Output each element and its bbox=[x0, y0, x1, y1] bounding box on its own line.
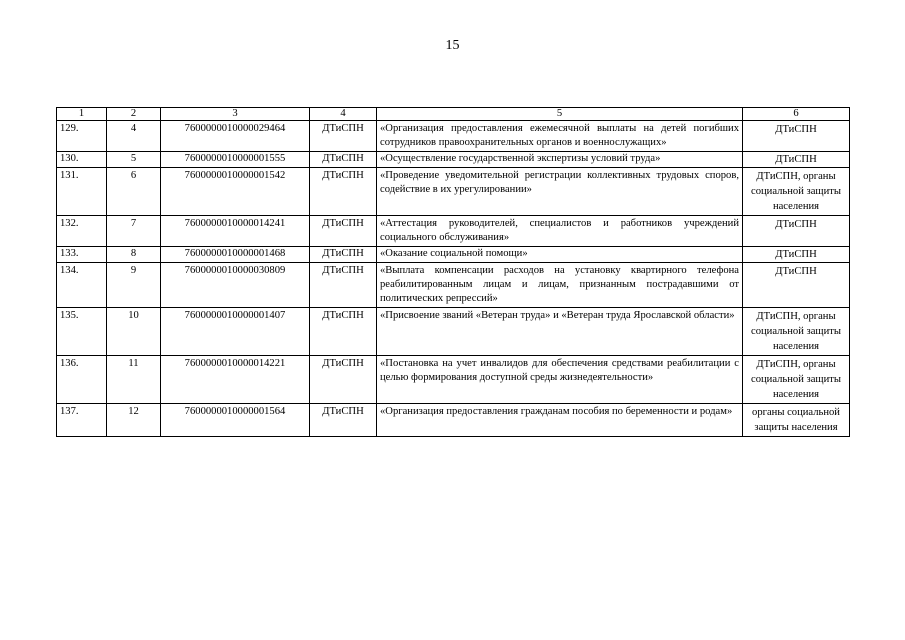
service-code: 7600000010000030809 bbox=[161, 263, 310, 308]
service-description: «Выплата компенсации расходов на установку квартирного телефона реабилитированным лицам и лицам, признанным пострадавшими от политических репрессий» bbox=[377, 263, 743, 308]
service-description: «Осуществление государственной экспертизы условий труда» bbox=[377, 152, 743, 168]
col-header-3: 3 bbox=[161, 108, 310, 121]
row-subnumber: 7 bbox=[107, 216, 161, 247]
table-row bbox=[57, 152, 850, 168]
col-header-5: 5 bbox=[377, 108, 743, 121]
services-table bbox=[56, 107, 850, 437]
service-description: «Присвоение званий «Ветеран труда» и «Ветеран труда Ярославской области» bbox=[377, 308, 743, 356]
row-subnumber: 6 bbox=[107, 168, 161, 216]
responsible: ДТиСПН bbox=[743, 121, 850, 152]
service-description: «Проведение уведомительной регистрации коллективных трудовых споров, содействие в их урегулировании» bbox=[377, 168, 743, 216]
service-description: «Оказание социальной помощи» bbox=[377, 247, 743, 263]
row-subnumber: 11 bbox=[107, 356, 161, 404]
row-number: 137. bbox=[57, 404, 107, 437]
organization: ДТиСПН bbox=[310, 404, 377, 437]
col-header-1: 1 bbox=[57, 108, 107, 121]
service-code: 7600000010000001555 bbox=[161, 152, 310, 168]
row-subnumber: 5 bbox=[107, 152, 161, 168]
row-subnumber: 4 bbox=[107, 121, 161, 152]
responsible: ДТиСПН, органы социальной защиты населения bbox=[743, 168, 850, 216]
service-code: 7600000010000014221 bbox=[161, 356, 310, 404]
row-subnumber: 9 bbox=[107, 263, 161, 308]
organization: ДТиСПН bbox=[310, 308, 377, 356]
organization: ДТиСПН bbox=[310, 263, 377, 308]
row-number: 133. bbox=[57, 247, 107, 263]
service-code: 7600000010000001564 bbox=[161, 404, 310, 437]
service-code: 7600000010000001407 bbox=[161, 308, 310, 356]
service-code: 7600000010000014241 bbox=[161, 216, 310, 247]
organization: ДТиСПН bbox=[310, 216, 377, 247]
responsible: ДТиСПН bbox=[743, 263, 850, 308]
row-subnumber: 12 bbox=[107, 404, 161, 437]
table-row bbox=[57, 247, 850, 263]
service-code: 7600000010000001468 bbox=[161, 247, 310, 263]
service-description: «Аттестация руководителей, специалистов и работников учреждений социального обслуживания» bbox=[377, 216, 743, 247]
table-row bbox=[57, 308, 850, 356]
page-number: 15 bbox=[445, 38, 460, 53]
responsible: ДТиСПН, органы социальной защиты населения bbox=[743, 308, 850, 356]
service-description: «Постановка на учет инвалидов для обеспечения средствами реабилитации с целью формирования доступной среды жизнедеятельности» bbox=[377, 356, 743, 404]
row-number: 130. bbox=[57, 152, 107, 168]
service-description: «Организация предоставления гражданам пособия по беременности и родам» bbox=[377, 404, 743, 437]
organization: ДТиСПН bbox=[310, 356, 377, 404]
service-code: 7600000010000029464 bbox=[161, 121, 310, 152]
responsible: ДТиСПН bbox=[743, 247, 850, 263]
organization: ДТиСПН bbox=[310, 247, 377, 263]
row-number: 134. bbox=[57, 263, 107, 308]
table-row bbox=[57, 216, 850, 247]
col-header-2: 2 bbox=[107, 108, 161, 121]
table-row bbox=[57, 404, 850, 437]
service-code: 7600000010000001542 bbox=[161, 168, 310, 216]
table-row bbox=[57, 121, 850, 152]
row-subnumber: 8 bbox=[107, 247, 161, 263]
responsible: ДТиСПН bbox=[743, 152, 850, 168]
table-row bbox=[57, 263, 850, 308]
col-header-6: 6 bbox=[743, 108, 850, 121]
header-row bbox=[57, 108, 850, 121]
organization: ДТиСПН bbox=[310, 152, 377, 168]
table-row bbox=[57, 168, 850, 216]
col-header-4: 4 bbox=[310, 108, 377, 121]
responsible: ДТиСПН bbox=[743, 216, 850, 247]
row-number: 129. bbox=[57, 121, 107, 152]
row-number: 136. bbox=[57, 356, 107, 404]
row-number: 132. bbox=[57, 216, 107, 247]
table-row bbox=[57, 356, 850, 404]
row-number: 131. bbox=[57, 168, 107, 216]
organization: ДТиСПН bbox=[310, 121, 377, 152]
row-subnumber: 10 bbox=[107, 308, 161, 356]
service-description: «Организация предоставления ежемесячной выплаты на детей погибших сотрудников правоохранительных органов и военнослужащих» bbox=[377, 121, 743, 152]
responsible: ДТиСПН, органы социальной защиты населения bbox=[743, 356, 850, 404]
row-number: 135. bbox=[57, 308, 107, 356]
responsible: органы социальной защиты населения bbox=[743, 404, 850, 437]
organization: ДТиСПН bbox=[310, 168, 377, 216]
